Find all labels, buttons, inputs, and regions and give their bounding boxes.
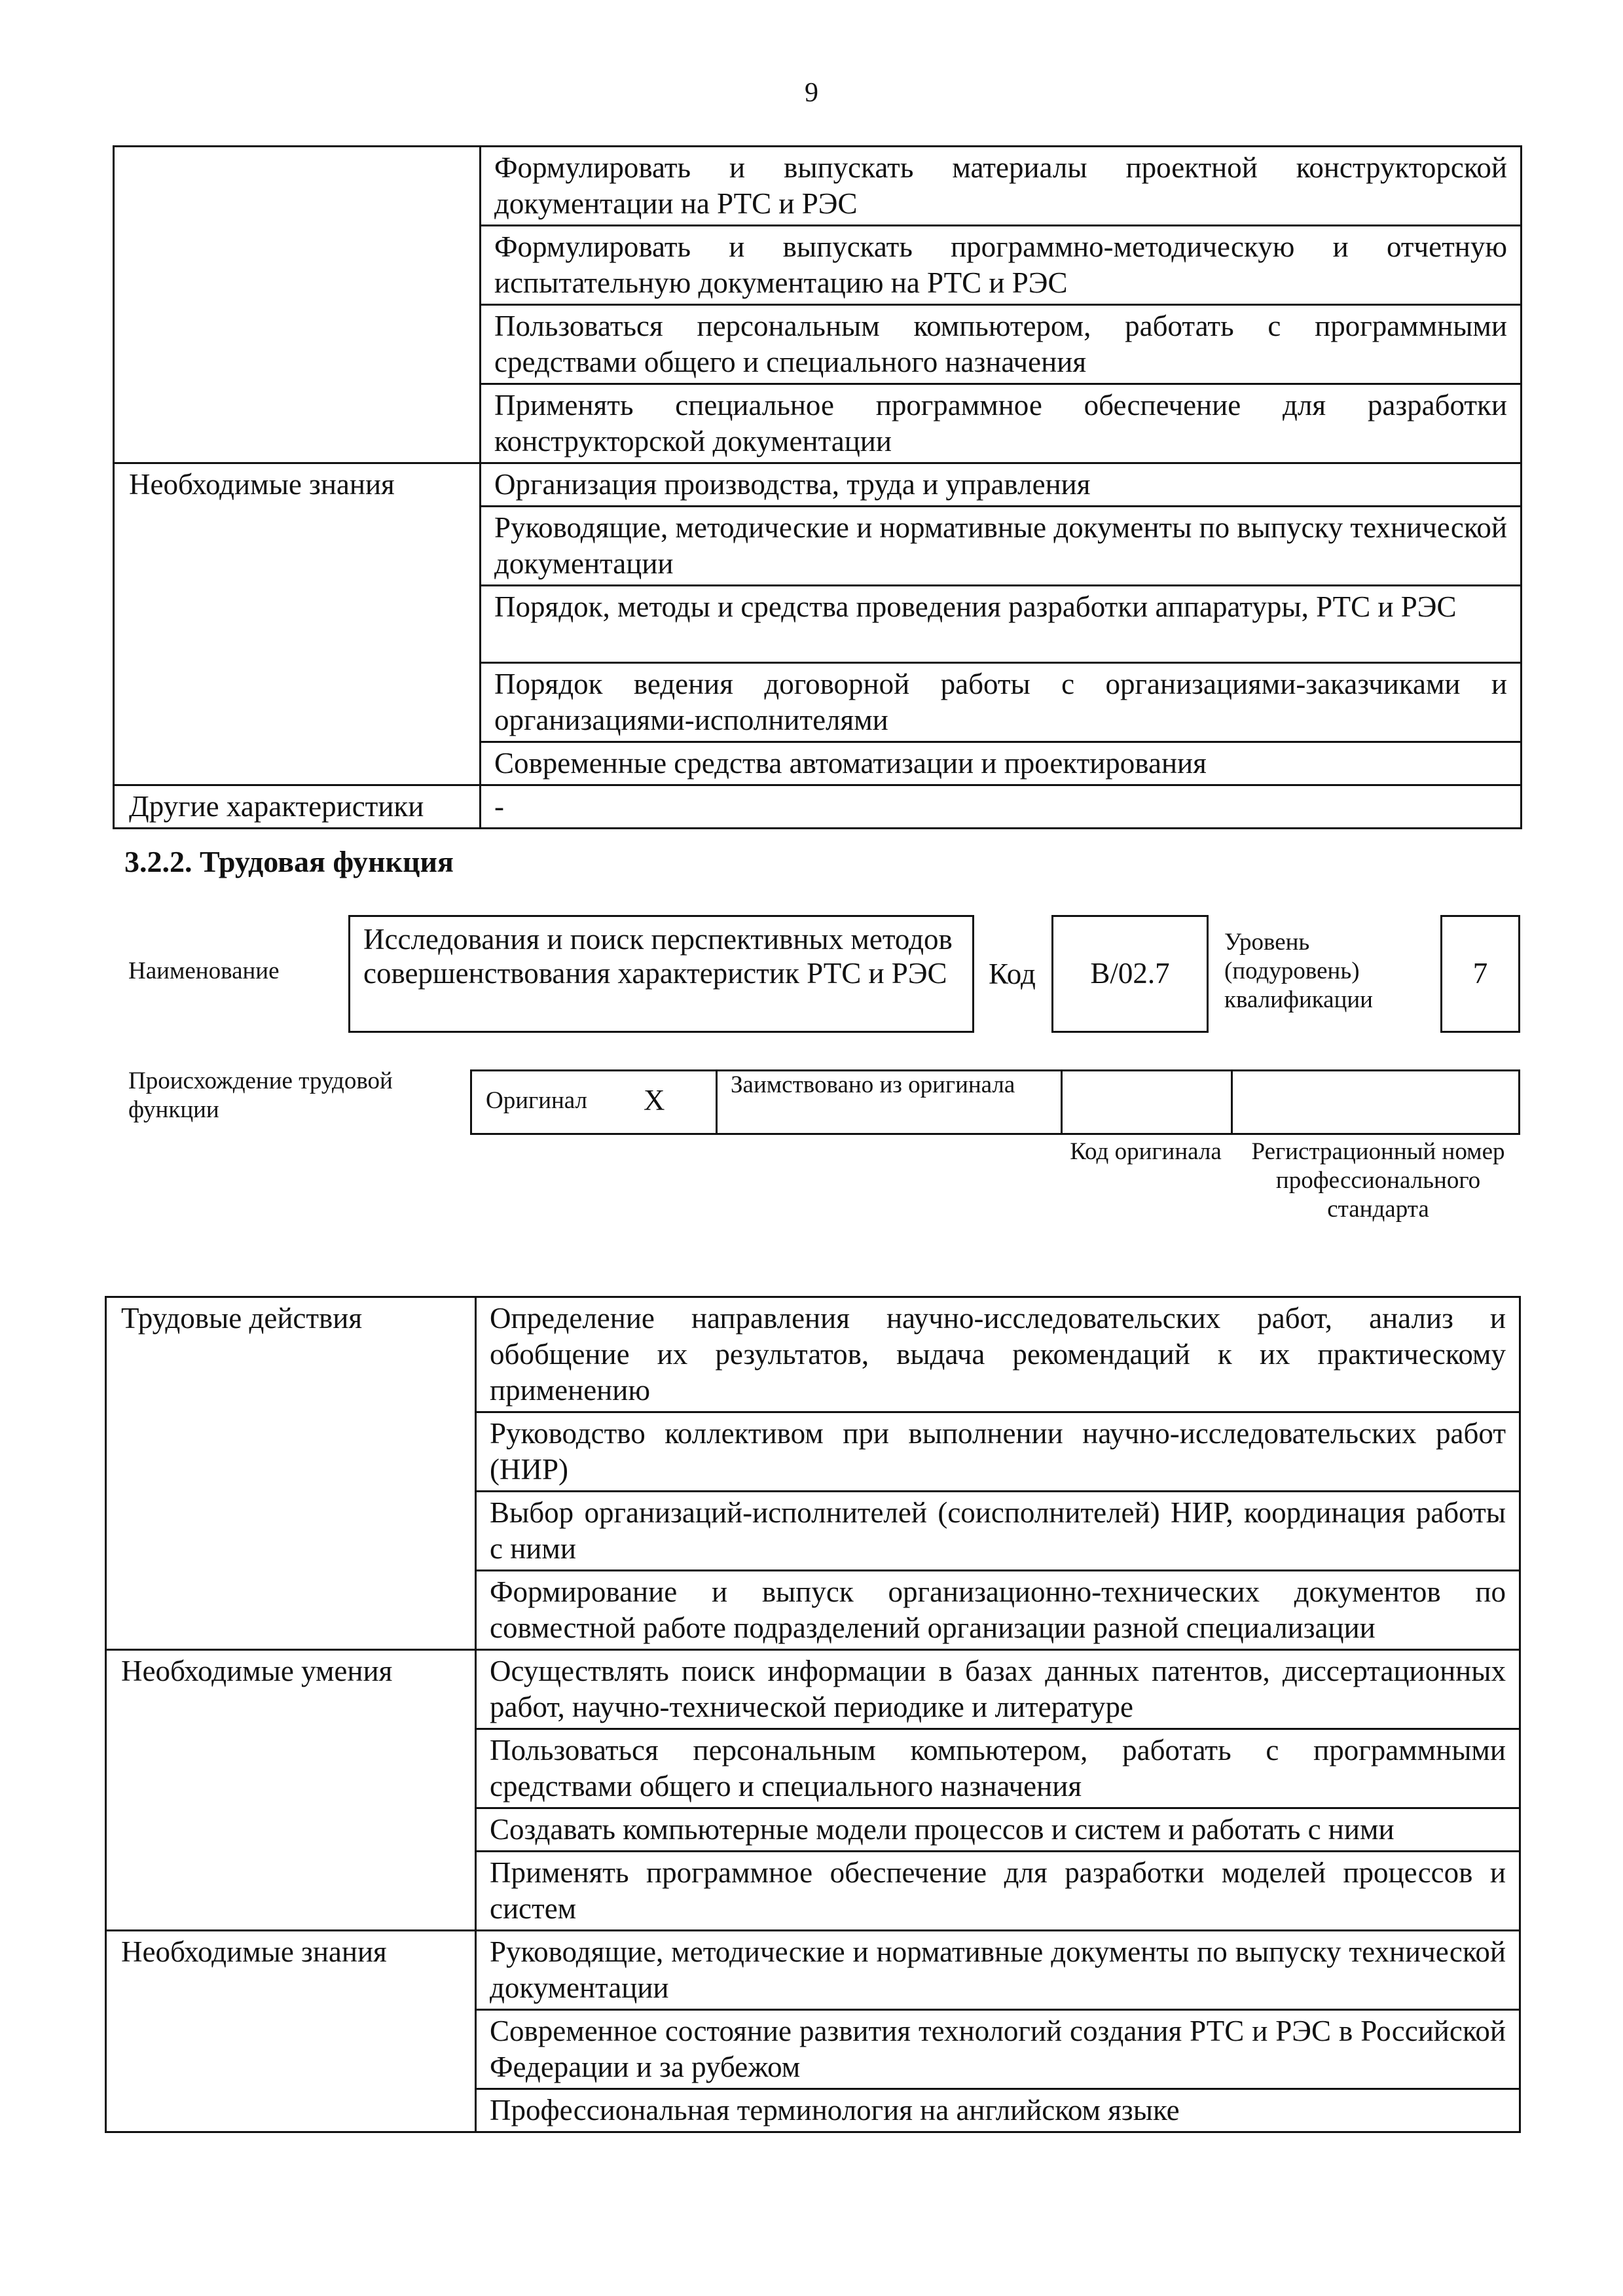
- table-cell: Применять программное обеспечение для разработки моделей процессов и систем: [476, 1852, 1520, 1931]
- table-cell: Порядок ведения договорной работы с организациями-заказчиками и организациями-исполнителями: [481, 663, 1522, 742]
- table-cell: Определение направления научно-исследовательских работ, анализ и обобщение их результатов, выдача рекомендаций к их практическому применению: [476, 1297, 1520, 1412]
- level-box: [1440, 915, 1520, 1033]
- table-cell: Пользоваться персональным компьютером, работать с программными средствами общего и специального назначения: [476, 1729, 1520, 1808]
- origin-label: Происхождение трудовой функции: [128, 1067, 393, 1123]
- page-number: 9: [805, 78, 818, 108]
- table-cell: Профессиональная терминология на английском языке: [476, 2089, 1520, 2132]
- table-cell: Руководство коллективом при выполнении научно-исследовательских работ (НИР): [476, 1412, 1520, 1492]
- row-label-other: Другие характеристики: [114, 785, 481, 829]
- table-cell: Порядок, методы и средства проведения разработки аппаратуры, РТС и РЭС: [481, 586, 1522, 663]
- borrowed-label: Заимствовано из оригинала: [731, 1071, 1015, 1098]
- table-cell: Формирование и выпуск организационно-технических документов по совместной работе подразделений организации разной специализации: [476, 1571, 1520, 1650]
- level-label: Уровень (подуровень) квалификации: [1224, 929, 1373, 1013]
- table-cell: Современные средства автоматизации и проектирования: [481, 742, 1522, 785]
- row-label-knowledge: Необходимые знания: [114, 463, 481, 785]
- table-cell: -: [481, 785, 1522, 829]
- origin-divider: [1061, 1069, 1063, 1135]
- row-label-skills: Необходимые умения: [106, 1650, 476, 1931]
- row-label-knowledge: Необходимые знания: [106, 1931, 476, 2132]
- section-heading: 3.2.2. Трудовая функция: [124, 845, 454, 878]
- origin-divider: [716, 1069, 718, 1135]
- table-cell: Применять специальное программное обеспечение для разработки конструкторской документации: [481, 384, 1522, 463]
- original-mark: X: [644, 1084, 665, 1117]
- reg-caption: Регистрационный номер профессионального стандарта: [1251, 1138, 1505, 1223]
- table-cell: Создавать компьютерные модели процессов и систем и работать с ними: [476, 1808, 1520, 1852]
- function-name-box: [348, 915, 974, 1033]
- row-label: [114, 147, 481, 463]
- function-details-table: [105, 1296, 1521, 2133]
- table-cell: Осуществлять поиск информации в базах данных патентов, диссертационных работ, научно-технической периодике и литературе: [476, 1650, 1520, 1729]
- table-cell: Выбор организаций-исполнителей (соисполнителей) НИР, координация работы с ними: [476, 1492, 1520, 1571]
- original-label: Оригинал: [486, 1087, 588, 1114]
- code-box: [1051, 915, 1209, 1033]
- code-label: Код: [989, 958, 1036, 990]
- table-cell: Руководящие, методические и нормативные документы по выпуску технической документации: [476, 1931, 1520, 2010]
- level-value: 7: [1472, 957, 1488, 990]
- table-cell: Пользоваться персональным компьютером, работать с программными средствами общего и специального назначения: [481, 305, 1522, 384]
- table-cell: Формулировать и выпускать программно-методическую и отчетную испытательную документацию на РТС и РЭС: [481, 226, 1522, 305]
- row-label-actions: Трудовые действия: [106, 1297, 476, 1650]
- code-value: B/02.7: [1090, 957, 1170, 990]
- code-caption: Код оригинала: [1070, 1138, 1222, 1165]
- table-cell: Формулировать и выпускать материалы проектной конструкторской документации на РТС и РЭС: [481, 147, 1522, 226]
- origin-divider: [1231, 1069, 1233, 1135]
- name-label: Наименование: [128, 958, 280, 984]
- function-name: Исследования и поиск перспективных методов совершенствования характеристик РТС и РЭС: [363, 923, 953, 990]
- table-cell: Современное состояние развития технологий создания РТС и РЭС в Российской Федерации и за рубежом: [476, 2010, 1520, 2089]
- table-cell: Организация производства, труда и управления: [481, 463, 1522, 507]
- table-cell: Руководящие, методические и нормативные документы по выпуску технической документации: [481, 507, 1522, 586]
- continuation-table: [113, 145, 1522, 829]
